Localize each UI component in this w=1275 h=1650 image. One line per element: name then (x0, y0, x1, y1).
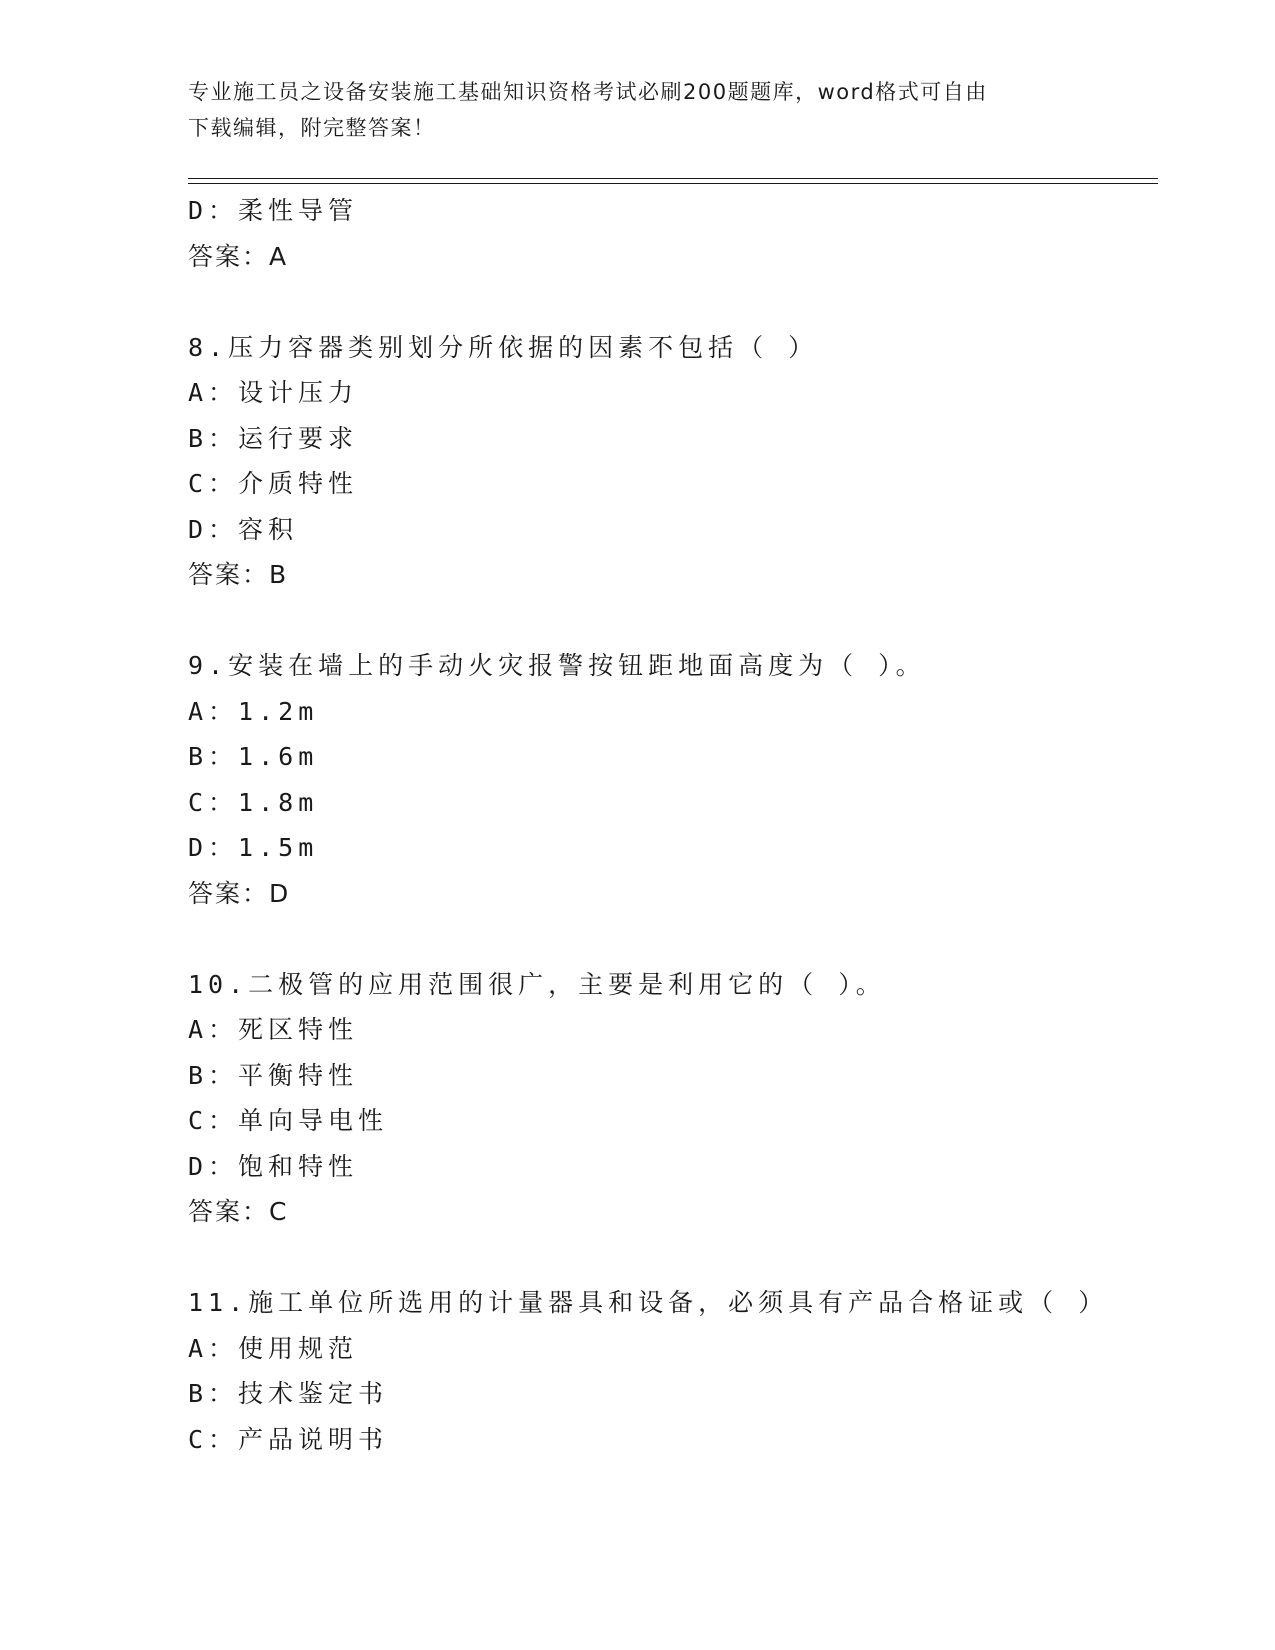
prev-answer: 答案：A (188, 241, 289, 271)
option-a: A：设计压力 (188, 378, 359, 407)
option-c: C：单向导电性 (188, 1106, 389, 1135)
question-list (188, 188, 1148, 1462)
answer: 答案：D (188, 878, 291, 908)
question-stem: 11.施工单位所选用的计量器具和设备，必须具有产品合格证或（ ） (188, 1288, 1109, 1317)
option-a: A：1.2m (188, 696, 319, 726)
option-b: B：平衡特性 (188, 1060, 359, 1090)
question-9 (188, 643, 1148, 916)
header-divider-bottom (188, 183, 1158, 184)
option-d: D：饱和特性 (188, 1151, 359, 1181)
question-stem: 9.安装在墙上的手动火灾报警按钮距地面高度为（ ）。 (188, 651, 926, 680)
question-stem: 8.压力容器类别划分所依据的因素不包括（ ） (188, 332, 819, 362)
option-d: D：1.5m (188, 833, 319, 862)
option-b: B：1.6m (188, 742, 319, 771)
header-divider-top (188, 178, 1158, 179)
option-d: D：容积 (188, 514, 299, 544)
option-a: A：使用规范 (188, 1333, 359, 1363)
question-8 (188, 325, 1148, 598)
option-b: B：技术鉴定书 (188, 1379, 389, 1408)
answer: 答案：C (188, 1197, 289, 1226)
header-line-1: 专业施工员之设备安装施工基础知识资格考试必刷200题题库，word格式可自由 (188, 80, 988, 104)
question-10 (188, 962, 1148, 1235)
option-c: C：介质特性 (188, 469, 359, 498)
option-c: C：1.8m (188, 787, 319, 817)
document-header (188, 74, 1088, 146)
question-11 (188, 1280, 1148, 1462)
prev-option-d: D：柔性导管 (188, 196, 359, 225)
header-line-2: 下载编辑，附完整答案！ (188, 116, 436, 140)
option-b: B：运行要求 (188, 423, 359, 453)
answer: 答案：B (188, 560, 289, 589)
option-c: C：产品说明书 (188, 1424, 389, 1454)
question-stem: 10.二极管的应用范围很广，主要是利用它的（ ）。 (188, 969, 886, 999)
option-a: A：死区特性 (188, 1015, 359, 1044)
